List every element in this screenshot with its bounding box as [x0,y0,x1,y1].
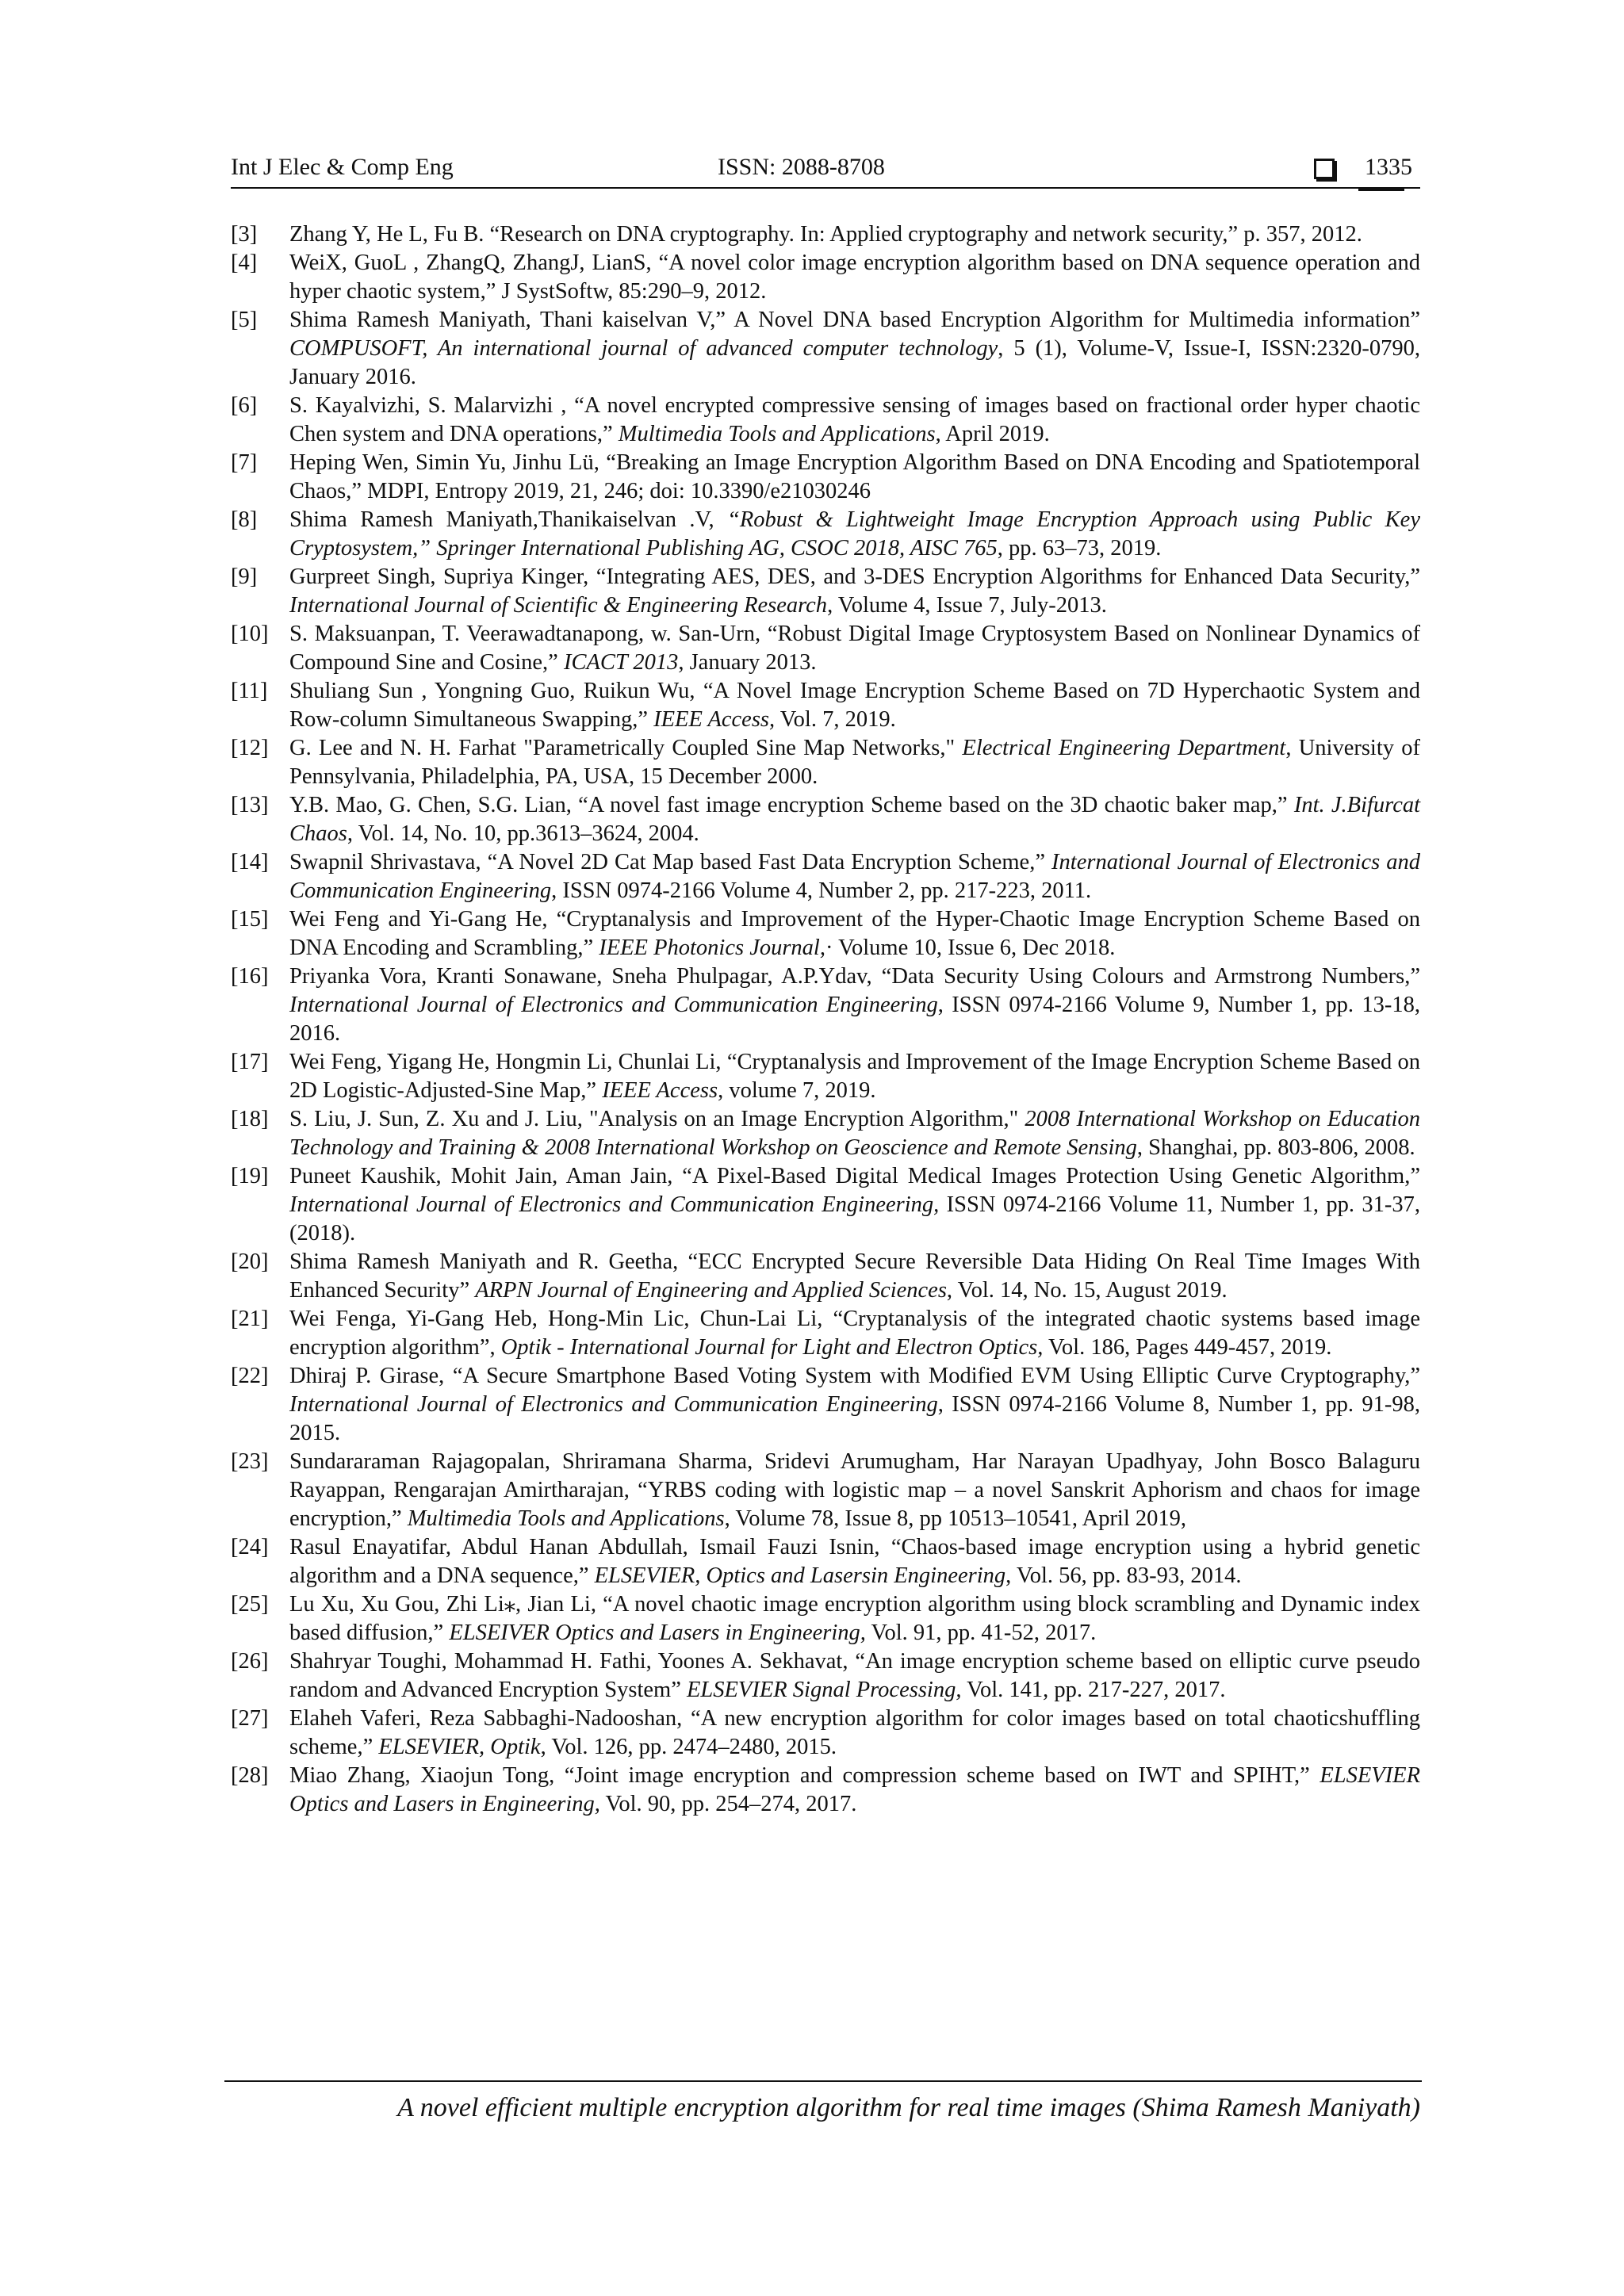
reference-number: [19] [231,1164,269,1188]
reference-number: [13] [231,793,269,817]
reference-segment: WeiX, GuoL , ZhangQ, ZhangJ, LianS, “A novel color image encryption algorithm based on DNA sequence operation and hyper chaotic system,” J SystSoftw, 85:290–9, 2012. [289,251,1420,304]
reference-text [289,306,1420,392]
reference-item [231,734,1420,791]
reference-number: [25] [231,1592,269,1617]
reference-text [289,734,1420,791]
reference-text [289,1762,1420,1819]
reference-segment: Lu Xu, Xu Gou, Zhi Li⁎, Jian Li, “A novel chaotic image encryption algorithm using block scrambling and Dynamic index based diffusion,” [289,1592,1420,1645]
reference-segment: , ISSN 0974-2166 Volume 9, Number 1, pp. 13-18, 2016. [289,993,1420,1046]
reference-segment: Zhang Y, He L, Fu B. “Research on DNA cryptography. In: Applied cryptography and network security,” p. 357, 2012. [289,222,1362,247]
reference-text [289,962,1420,1048]
reference-text [289,1105,1420,1162]
reference-segment: Shuliang Sun , Yongning Guo, Ruikun Wu, “A Novel Image Encryption Scheme Based on 7D Hyperchaotic System and Row-column Simultaneous Swapping,” [289,679,1420,732]
reference-segment: , April 2019. [935,422,1050,446]
page-footer [224,2080,1422,2122]
reference-number: [9] [231,564,258,589]
reference-number: [7] [231,450,258,475]
reference-item [231,620,1420,677]
reference-segment: Miao Zhang, Xiaojun Tong, “Joint image encryption and compression scheme based on IWT and SPIHT,” [289,1763,1320,1788]
reference-segment: Vol. 186, Pages 449-457, 2019. [1043,1335,1332,1360]
reference-item [231,1762,1420,1819]
reference-segment: Shima Ramesh Maniyath, Thani kaiselvan V,” A Novel DNA based Encryption Algorithm for Multimedia information” [289,308,1420,332]
reference-item [231,1362,1420,1448]
page-number: 1335 [1365,154,1412,180]
reference-text [289,563,1420,620]
reference-text [289,677,1420,734]
reference-segment: Heping Wen, Simin Yu, Jinhu Lü, “Breaking an Image Encryption Algorithm Based on DNA Encoding and Spatiotemporal Chaos,” MDPI, Entropy 2019, 21, 246; doi: 10.3390/e21030246 [289,450,1420,503]
reference-source-italic: Multimedia Tools and Applications [618,422,936,446]
reference-number: [4] [231,251,258,275]
reference-segment: , volume 7, 2019. [718,1078,876,1103]
reference-item [231,249,1420,306]
reference-segment: , pp. 63–73, 2019. [997,536,1162,561]
reference-segment: Shima Ramesh Maniyath and R. Geetha, “ECC Encrypted Secure Reversible Data Hiding On Real Time Images With Enhanced Security” [289,1249,1420,1303]
reference-segment: Dhiraj P. Girase, “A Secure Smartphone Based Voting System with Modified EVM Using Elliptic Curve Cryptography,” [289,1364,1420,1388]
reference-segment: , University of Pennsylvania, Philadelphia, PA, USA, 15 December 2000. [289,736,1420,789]
reference-item [231,449,1420,506]
reference-number: [28] [231,1763,269,1788]
reference-source-italic: ICACT 2013 [563,650,679,675]
reference-text [289,1533,1420,1590]
reference-number: [17] [231,1050,269,1074]
reference-text [289,249,1420,306]
reference-item [231,1533,1420,1590]
reference-number: [18] [231,1107,269,1131]
reference-segment: Sundararaman Rajagopalan, Shriramana Sharma, Sridevi Arumugham, Har Narayan Upadhyay, John Bosco Balaguru Rayappan, Rengarajan Amirtharajan, “YRBS coding with logistic map – a novel Sanskrit Aphorism and chaos for image encryption,” [289,1449,1420,1531]
reference-source-italic: COMPUSOFT, An international journal of advanced computer technology [289,336,998,361]
reference-number: [26] [231,1649,269,1674]
reference-number: [3] [231,222,258,247]
reference-segment: , Vol. 56, pp. 83-93, 2014. [1005,1563,1242,1588]
reference-text [289,1248,1420,1305]
reference-number: [15] [231,907,269,932]
reference-source-italic: ELSEVIER Signal Processing, [687,1678,962,1702]
reference-segment: Gurpreet Singh, Supriya Kinger, “Integrating AES, DES, and 3-DES Encryption Algorithms for Enhanced Data Security,” [289,564,1420,589]
reference-segment: Wei Feng, Yigang He, Hongmin Li, Chunlai Li, “Cryptanalysis and Improvement of the Image Encryption Scheme Based on 2D Logistic-Adjusted-Sine Map,” [289,1050,1420,1103]
reference-item [231,1448,1420,1533]
reference-segment: , Volume 4, Issue 7, July-2013. [827,593,1107,618]
reference-source-italic: “Robust & Lightweight Image Encryption Approach using Public Key Cryptosystem,” Springer International Publishing AG, CSOC 2018, AISC 765 [289,507,1420,561]
reference-source-italic: Multimedia Tools and Applications [407,1506,725,1531]
reference-text [289,1362,1420,1448]
reference-text [289,1305,1420,1362]
reference-source-italic: ELSEVIER, Optik [378,1735,541,1759]
reference-segment: , Vol. 126, pp. 2474–2480, 2015. [540,1735,837,1759]
reference-item [231,791,1420,848]
reference-item [231,506,1420,563]
reference-item [231,1305,1420,1362]
reference-segment: Priyanka Vora, Kranti Sonawane, Sneha Phulpagar, A.P.Ydav, “Data Security Using Colours and Armstrong Numbers,” [289,964,1420,989]
reference-item [231,848,1420,905]
reference-text [289,506,1420,563]
reference-segment: Shima Ramesh Maniyath,Thanikaiselvan .V, [289,507,727,532]
reference-source-italic: International Journal of Electronics and Communication Engineering, [289,1192,940,1217]
reference-source-italic: IEEE Access, [653,707,776,732]
reference-source-italic: IEEE Photonics Journal, [599,936,825,960]
reference-source-italic: IEEE Access [602,1078,718,1103]
page-header [231,154,1420,192]
reference-item [231,1590,1420,1647]
reference-segment: · Volume 10, Issue 6, Dec 2018. [825,936,1116,960]
issn: ISSN: 2088-8708 [718,154,885,180]
reference-source-italic: International Journal of Electronics and Communication Engineering [289,850,1421,903]
reference-number: [12] [231,736,269,760]
reference-item [231,1048,1420,1105]
reference-segment: Wei Fenga, Yi-Gang Heb, Hong-Min Lic, Chun-Lai Li, “Cryptanalysis of the integrated chaotic systems based image encryption algorithm”, [289,1307,1420,1360]
reference-item [231,392,1420,449]
reference-number: [14] [231,850,269,874]
reference-number: [6] [231,393,258,418]
footer-title: A novel efficient multiple encryption algorithm for real time images (Shima Ramesh Maniyath) [397,2093,1420,2122]
reference-number: [21] [231,1307,269,1331]
reference-segment: S. Kayalvizhi, S. Malarvizhi , “A novel encrypted compressive sensing of images based on fractional order hyper chaotic Chen system and DNA operations,” [289,393,1420,446]
reference-number: [23] [231,1449,269,1474]
reference-number: [10] [231,622,269,646]
reference-text [289,392,1420,449]
reference-item [231,962,1420,1048]
reference-source-italic: Electrical Engineering Department [962,736,1286,760]
reference-source-italic: 2008 International Workshop on Education Technology and Training & 2008 International Workshop on Geoscience and Remote Sensing [289,1107,1420,1160]
reference-segment: G. Lee and N. H. Farhat "Parametrically Coupled Sine Map Networks," [289,736,963,760]
reference-segment: Vol. 7, 2019. [775,707,896,732]
reference-item [231,1105,1420,1162]
reference-segment: , 5 (1), Volume-V, Issue-I, ISSN:2320-0790, January 2016. [289,336,1421,389]
reference-segment: Vol. 90, pp. 254–274, 2017. [599,1792,857,1816]
reference-source-italic: Int. J.Bifurcat Chaos [289,793,1421,846]
reference-segment: Wei Feng and Yi-Gang He, “Cryptanalysis and Improvement of the Hyper-Chaotic Image Encryption Scheme Based on DNA Encoding and Scrambling,” [289,907,1420,960]
reference-source-italic: International Journal of Electronics and Communication Engineering [289,993,938,1017]
reference-segment: , ISSN 0974-2166 Volume 4, Number 2, pp. 217-223, 2011. [551,878,1092,903]
reference-text [289,848,1420,905]
reference-text [289,791,1420,848]
reference-source-italic: ELSEIVER Optics and Lasers in Engineering, [449,1621,866,1645]
reference-number: [20] [231,1249,269,1274]
reference-item [231,306,1420,392]
reference-segment: , Volume 78, Issue 8, pp 10513–10541, April 2019, [724,1506,1187,1531]
reference-segment: Vol. 141, pp. 217-227, 2017. [961,1678,1226,1702]
reference-list [231,220,1420,1819]
reference-segment: , ISSN 0974-2166 Volume 8, Number 1, pp. 91-98, 2015. [289,1392,1420,1445]
reference-text [289,449,1420,506]
reference-item [231,1248,1420,1305]
reference-segment: ISSN 0974-2166 Volume 11, Number 1, pp. 31-37, (2018). [289,1192,1421,1246]
reference-segment: Y.B. Mao, G. Chen, S.G. Lian, “A novel fast image encryption Scheme based on the 3D chaotic baker map,” [289,793,1294,817]
reference-text [289,1590,1420,1647]
reference-number: [5] [231,308,258,332]
reference-number: [22] [231,1364,269,1388]
reference-item [231,563,1420,620]
reference-segment: S. Liu, J. Sun, Z. Xu and J. Liu, "Analysis on an Image Encryption Algorithm," [289,1107,1025,1131]
reference-segment: , January 2013. [678,650,817,675]
reference-segment: Elaheh Vaferi, Reza Sabbaghi-Nadooshan, “A new encryption algorithm for color images based on total chaoticshuffling scheme,” [289,1706,1420,1759]
reference-number: [16] [231,964,269,989]
reference-number: [11] [231,679,268,703]
reference-item [231,1647,1420,1705]
reference-segment: , Vol. 14, No. 15, August 2019. [946,1278,1228,1303]
reference-segment: Rasul Enayatifar, Abdul Hanan Abdullah, Ismail Fauzi Isnin, “Chaos-based image encryption using a hybrid genetic algorithm and a DNA sequence,” [289,1535,1420,1588]
reference-source-italic: ELSEVIER Optics and Lasers in Engineering, [289,1763,1420,1816]
reference-segment: Swapnil Shrivastava, “A Novel 2D Cat Map based Fast Data Encryption Scheme,” [289,850,1052,874]
reference-segment: , Vol. 14, No. 10, pp.3613–3624, 2004. [347,821,699,846]
checkbox-square-icon [1314,159,1335,179]
reference-text [289,220,1420,249]
footer-rule [224,2080,1422,2082]
journal-name: Int J Elec & Comp Eng [231,154,454,180]
reference-text [289,620,1420,677]
reference-source-italic: ARPN Journal of Engineering and Applied Sciences [475,1278,947,1303]
reference-item [231,1705,1420,1762]
reference-text [289,1048,1420,1105]
reference-segment: Vol. 91, pp. 41-52, 2017. [865,1621,1097,1645]
reference-segment: , Shanghai, pp. 803-806, 2008. [1136,1135,1415,1160]
reference-number: [8] [231,507,258,532]
reference-segment: S. Maksuanpan, T. Veerawadtanapong, w. San-Urn, “Robust Digital Image Cryptosystem Based on Nonlinear Dynamics of Compound Sine and Cosine,” [289,622,1420,675]
reference-item [231,905,1420,962]
reference-item [231,220,1420,249]
page-number-underline [1358,187,1404,191]
reference-segment: Puneet Kaushik, Mohit Jain, Aman Jain, “A Pixel-Based Digital Medical Images Protection Using Genetic Algorithm,” [289,1164,1420,1188]
reference-text [289,1647,1420,1705]
reference-text [289,905,1420,962]
reference-source-italic: ELSEVIER, Optics and Lasersin Engineering [594,1563,1006,1588]
reference-number: [24] [231,1535,269,1559]
header-rule [231,187,1420,189]
reference-item [231,1162,1420,1248]
reference-item [231,677,1420,734]
reference-text [289,1448,1420,1533]
reference-number: [27] [231,1706,269,1731]
reference-text [289,1705,1420,1762]
reference-text [289,1162,1420,1248]
reference-source-italic: International Journal of Scientific & Engineering Research [289,593,828,618]
reference-source-italic: International Journal of Electronics and Communication Engineering [289,1392,938,1417]
reference-source-italic: Optik - International Journal for Light and Electron Optics, [500,1335,1044,1360]
reference-segment: Shahryar Toughi, Mohammad H. Fathi, Yoones A. Sekhavat, “An image encryption scheme based on elliptic curve pseudo random and Advanced Encryption System” [289,1649,1420,1702]
